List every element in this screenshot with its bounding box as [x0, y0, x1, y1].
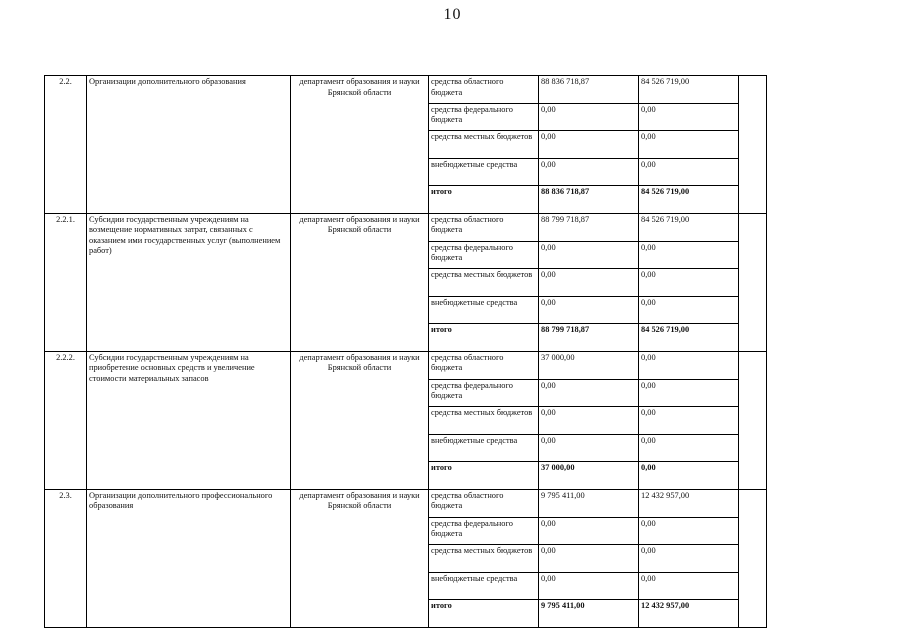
amount-year-1: 0,00	[539, 572, 639, 600]
amount-year-2: 0,00	[639, 517, 739, 545]
amount-year-1: 9 795 411,00	[539, 600, 639, 628]
funding-source: внебюджетные средства	[429, 296, 539, 324]
section-title: Организации дополнительного образования	[87, 76, 291, 214]
amount-year-1: 0,00	[539, 296, 639, 324]
section-number: 2.2.1.	[45, 213, 87, 351]
funding-source: средства областного бюджета	[429, 213, 539, 241]
funding-source: внебюджетные средства	[429, 572, 539, 600]
amount-year-2: 0,00	[639, 103, 739, 131]
total-label: итого	[429, 600, 539, 628]
table-row	[45, 489, 767, 517]
amount-year-2: 0,00	[639, 351, 739, 379]
amount-year-2: 84 526 719,00	[639, 213, 739, 241]
section-title: Субсидии государственным учреждениям на возмещение нормативных затрат, связанных с оказанием ими государственных услуг (выполнением работ)	[87, 213, 291, 351]
amount-year-2: 0,00	[639, 241, 739, 269]
page-number: 10	[443, 6, 462, 23]
table-row	[45, 351, 767, 379]
section-title: Организации дополнительного профессионального образования	[87, 489, 291, 627]
empty-cell	[739, 351, 767, 489]
section-department: департамент образования и науки Брянской области	[291, 76, 429, 214]
table-row	[45, 76, 767, 104]
amount-year-2: 0,00	[639, 131, 739, 159]
budget-table-body	[45, 76, 767, 628]
funding-source: средства местных бюджетов	[429, 407, 539, 435]
funding-source: средства областного бюджета	[429, 351, 539, 379]
amount-year-2: 0,00	[639, 158, 739, 186]
empty-cell	[739, 76, 767, 214]
amount-year-1: 88 799 718,87	[539, 324, 639, 352]
amount-year-1: 88 836 718,87	[539, 76, 639, 104]
table-row	[45, 213, 767, 241]
funding-source: средства областного бюджета	[429, 76, 539, 104]
amount-year-2: 84 526 719,00	[639, 76, 739, 104]
funding-source: средства федерального бюджета	[429, 379, 539, 407]
funding-source: средства местных бюджетов	[429, 131, 539, 159]
amount-year-1: 37 000,00	[539, 351, 639, 379]
funding-source: внебюджетные средства	[429, 434, 539, 462]
section-number: 2.2.2.	[45, 351, 87, 489]
amount-year-1: 0,00	[539, 158, 639, 186]
section-title: Субсидии государственным учреждениям на приобретение основных средств и увеличение стоимости материальных запасов	[87, 351, 291, 489]
amount-year-2: 84 526 719,00	[639, 324, 739, 352]
amount-year-2: 12 432 957,00	[639, 489, 739, 517]
amount-year-1: 9 795 411,00	[539, 489, 639, 517]
funding-source: средства областного бюджета	[429, 489, 539, 517]
amount-year-2: 0,00	[639, 407, 739, 435]
funding-source: средства местных бюджетов	[429, 269, 539, 297]
amount-year-1: 0,00	[539, 269, 639, 297]
funding-source: внебюджетные средства	[429, 158, 539, 186]
funding-source: средства федерального бюджета	[429, 103, 539, 131]
section-department: департамент образования и науки Брянской области	[291, 351, 429, 489]
total-label: итого	[429, 462, 539, 490]
section-number: 2.2.	[45, 76, 87, 214]
amount-year-1: 0,00	[539, 379, 639, 407]
amount-year-1: 37 000,00	[539, 462, 639, 490]
amount-year-2: 0,00	[639, 379, 739, 407]
amount-year-1: 88 799 718,87	[539, 213, 639, 241]
amount-year-1: 0,00	[539, 131, 639, 159]
funding-source: средства федерального бюджета	[429, 241, 539, 269]
funding-source: средства федерального бюджета	[429, 517, 539, 545]
funding-source: средства местных бюджетов	[429, 545, 539, 573]
amount-year-2: 12 432 957,00	[639, 600, 739, 628]
amount-year-1: 0,00	[539, 434, 639, 462]
section-number: 2.3.	[45, 489, 87, 627]
budget-table	[44, 75, 767, 628]
amount-year-1: 88 836 718,87	[539, 186, 639, 214]
amount-year-2: 0,00	[639, 434, 739, 462]
total-label: итого	[429, 186, 539, 214]
amount-year-2: 0,00	[639, 545, 739, 573]
empty-cell	[739, 489, 767, 627]
amount-year-2: 0,00	[639, 572, 739, 600]
amount-year-2: 0,00	[639, 296, 739, 324]
total-label: итого	[429, 324, 539, 352]
section-department: департамент образования и науки Брянской области	[291, 213, 429, 351]
amount-year-1: 0,00	[539, 241, 639, 269]
amount-year-1: 0,00	[539, 545, 639, 573]
amount-year-1: 0,00	[539, 407, 639, 435]
amount-year-2: 0,00	[639, 269, 739, 297]
amount-year-2: 0,00	[639, 462, 739, 490]
empty-cell	[739, 213, 767, 351]
amount-year-2: 84 526 719,00	[639, 186, 739, 214]
amount-year-1: 0,00	[539, 517, 639, 545]
section-department: департамент образования и науки Брянской области	[291, 489, 429, 627]
amount-year-1: 0,00	[539, 103, 639, 131]
